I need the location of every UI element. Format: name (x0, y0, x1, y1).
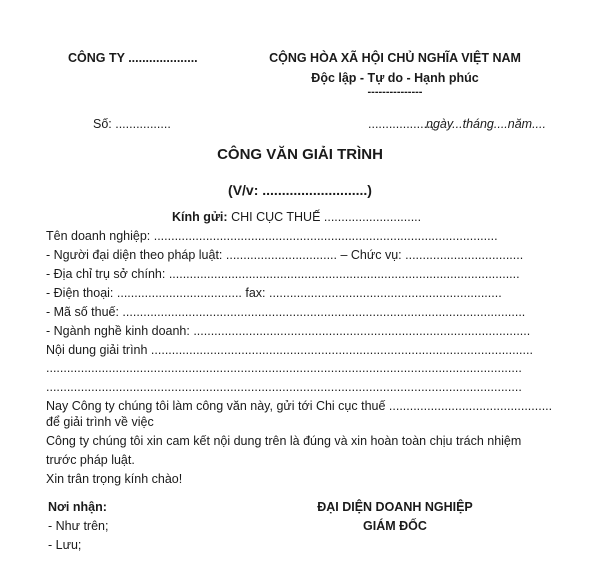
representative-title: ĐẠI DIỆN DOANH NGHIỆP (317, 500, 473, 514)
date-blank: .................., (368, 117, 434, 131)
document-number: Số: ................ (93, 117, 171, 131)
recipient-line (172, 210, 421, 224)
body-line-2: để giải trình về việc (46, 415, 154, 429)
national-motto: Độc lập - Tự do - Hạnh phúc (311, 71, 479, 85)
field-explanation-content: Nội dung giải trình .............................................................................................................. (46, 343, 533, 357)
body-line-1: Nay Công ty chúng tôi làm công văn này, gửi tới Chi cục thuế ............................................... (46, 399, 553, 413)
director-title: GIÁM ĐỐC (363, 519, 427, 533)
field-explanation-blank-1: ......................................................................................................................................... (46, 361, 522, 375)
body-line-3: Công ty chúng tôi xin cam kết nội dung trên là đúng và xin hoàn toàn chịu trách nhiệm (46, 434, 522, 448)
field-tax-code: - Mã số thuế: .................................................................................................................... (46, 305, 526, 319)
field-head-office: - Địa chỉ trụ sở chính: ..................................................................................................... (46, 267, 520, 281)
company-name: CÔNG TY .................... (68, 51, 198, 65)
recipients-label: Nơi nhận: (48, 500, 107, 514)
republic-name: CỘNG HÒA XÃ HỘI CHỦ NGHĨA VIỆT NAM (269, 51, 521, 65)
field-phone-fax: - Điện thoại: .................................... fax: ................................................................... (46, 286, 502, 300)
recipient-as-above: - Như trên; (48, 519, 109, 533)
field-explanation-blank-2: ......................................................................................................................................... (46, 380, 522, 394)
recipient-value: CHI CỤC THUẾ ............................ (231, 210, 422, 224)
field-company-name: Tên doanh nghiệp: ................................................................................................... (46, 229, 498, 243)
recipient-label: Kính gửi: (172, 210, 228, 224)
document-date: ngày...tháng....năm.... (426, 117, 546, 131)
body-closing: Xin trân trọng kính chào! (46, 472, 183, 486)
body-line-4: trước pháp luật. (46, 453, 135, 467)
recipient-archive: - Lưu; (48, 538, 82, 552)
document-title: CÔNG VĂN GIẢI TRÌNH (217, 146, 383, 163)
field-legal-representative: - Người đại diện theo pháp luật: ................................ – Chức vụ: .................................. (46, 248, 524, 262)
field-business-line: - Ngành nghề kinh doanh: ................................................................................................. (46, 324, 531, 338)
document-subject: (V/v: ...........................) (228, 182, 372, 198)
motto-underline: --------------- (367, 86, 423, 98)
